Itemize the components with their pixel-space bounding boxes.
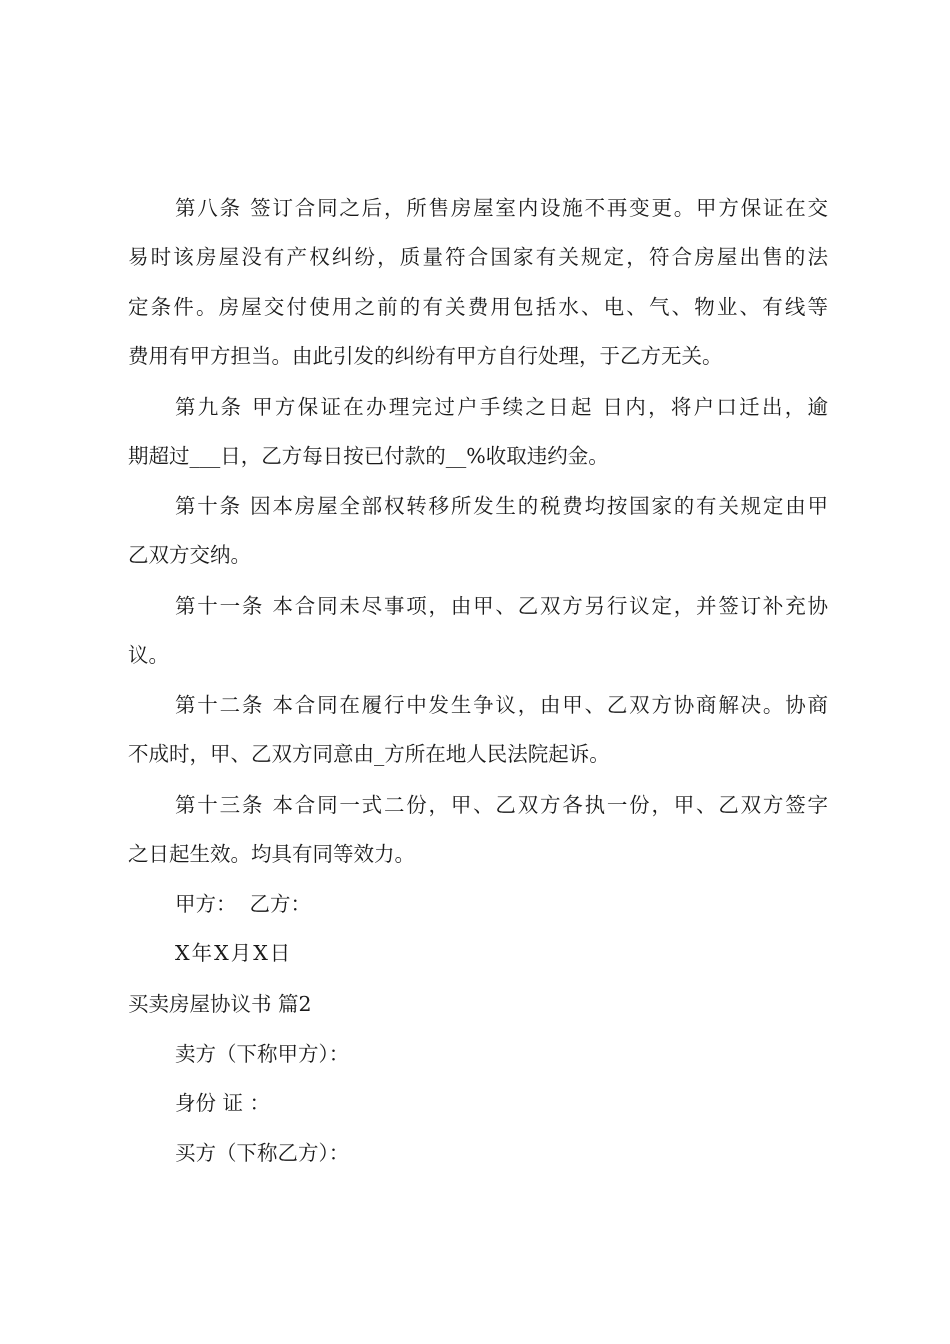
article-8-line-1: 第八条 签订合同之后，所售房屋室内设施不再变更。甲方保证在交: [175, 196, 828, 220]
article-12-line-2: 不成时，甲、乙双方同意由_方所在地人民法院起诉。: [128, 742, 610, 766]
seller-line: 卖方（下称甲方）：: [175, 1042, 350, 1066]
date-line: X年X月X日: [175, 941, 293, 965]
article-13-line-1: 第十三条 本合同一式二份，甲、乙双方各执一份，甲、乙双方签字: [175, 793, 828, 817]
article-12-line-1: 第十二条 本合同在履行中发生争议，由甲、乙双方协商解决。协商: [175, 693, 828, 717]
section-2-title: 买卖房屋协议书 篇2: [128, 992, 312, 1016]
article-10-line-2: 乙双方交纳。: [128, 543, 251, 567]
article-11-line-1: 第十一条 本合同未尽事项，由甲、乙双方另行议定，并签订补充协: [175, 594, 828, 618]
article-9-line-2: 期超过___日，乙方每日按已付款的__%收取违约金。: [128, 444, 609, 468]
article-9-line-1: 第九条 甲方保证在办理完过户手续之日起 日内，将户口迁出，逾: [175, 395, 828, 419]
article-13-line-2: 之日起生效。均具有同等效力。: [128, 842, 415, 866]
article-8-line-2: 易时该房屋没有产权纠纷，质量符合国家有关规定，符合房屋出售的法: [128, 245, 828, 269]
buyer-line: 买方（下称乙方）：: [175, 1141, 350, 1165]
article-8-line-3: 定条件。房屋交付使用之前的有关费用包括水、电、气、物业、有线等: [128, 295, 828, 319]
article-10-line-1: 第十条 因本房屋全部权转移所发生的税费均按国家的有关规定由甲: [175, 494, 828, 518]
signature-line: 甲方： 乙方：: [175, 892, 312, 916]
article-8-line-4: 费用有甲方担当。由此引发的纠纷有甲方自行处理，于乙方无关。: [128, 344, 723, 368]
article-11-line-2: 议。: [128, 643, 169, 667]
id-card-line: 身份 证 ：: [175, 1091, 271, 1115]
